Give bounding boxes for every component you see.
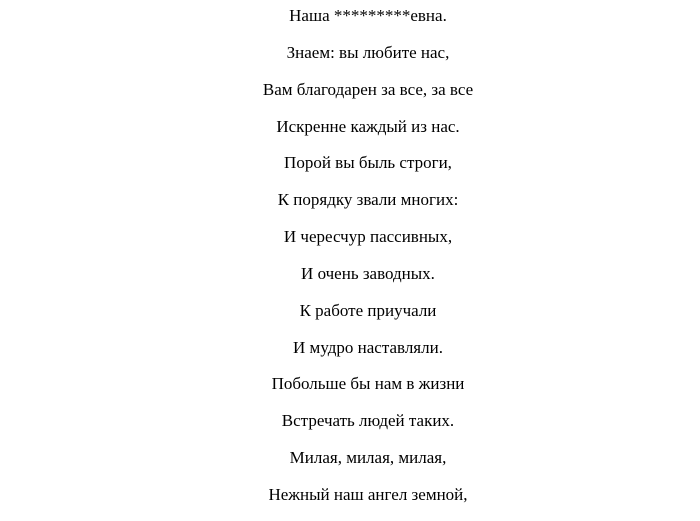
poem-line: Побольше бы нам в жизни: [271, 374, 465, 394]
poem-line: Порой вы быль строги,: [284, 153, 452, 173]
poem-line: И мудро наставляли.: [293, 337, 443, 357]
poem-line: И очень заводных.: [301, 263, 435, 283]
poem-line: Встречать людей таких.: [281, 411, 455, 431]
poem-line: Вам благодарен за все, за все: [262, 79, 474, 99]
poem-line: И чересчур пассивных,: [283, 227, 453, 247]
poem-line: Искренне каждый из нас.: [276, 116, 460, 136]
poem-line: Знаем: вы любите нас,: [286, 42, 450, 62]
poem-line: Нежный наш ангел земной,: [268, 484, 468, 504]
poem-line: Милая, милая, милая,: [289, 448, 447, 468]
poem-line: К порядку звали многих:: [277, 190, 459, 210]
poem-line: Наша *********евна.: [289, 6, 447, 25]
poem-line: К работе приучали: [299, 300, 437, 320]
